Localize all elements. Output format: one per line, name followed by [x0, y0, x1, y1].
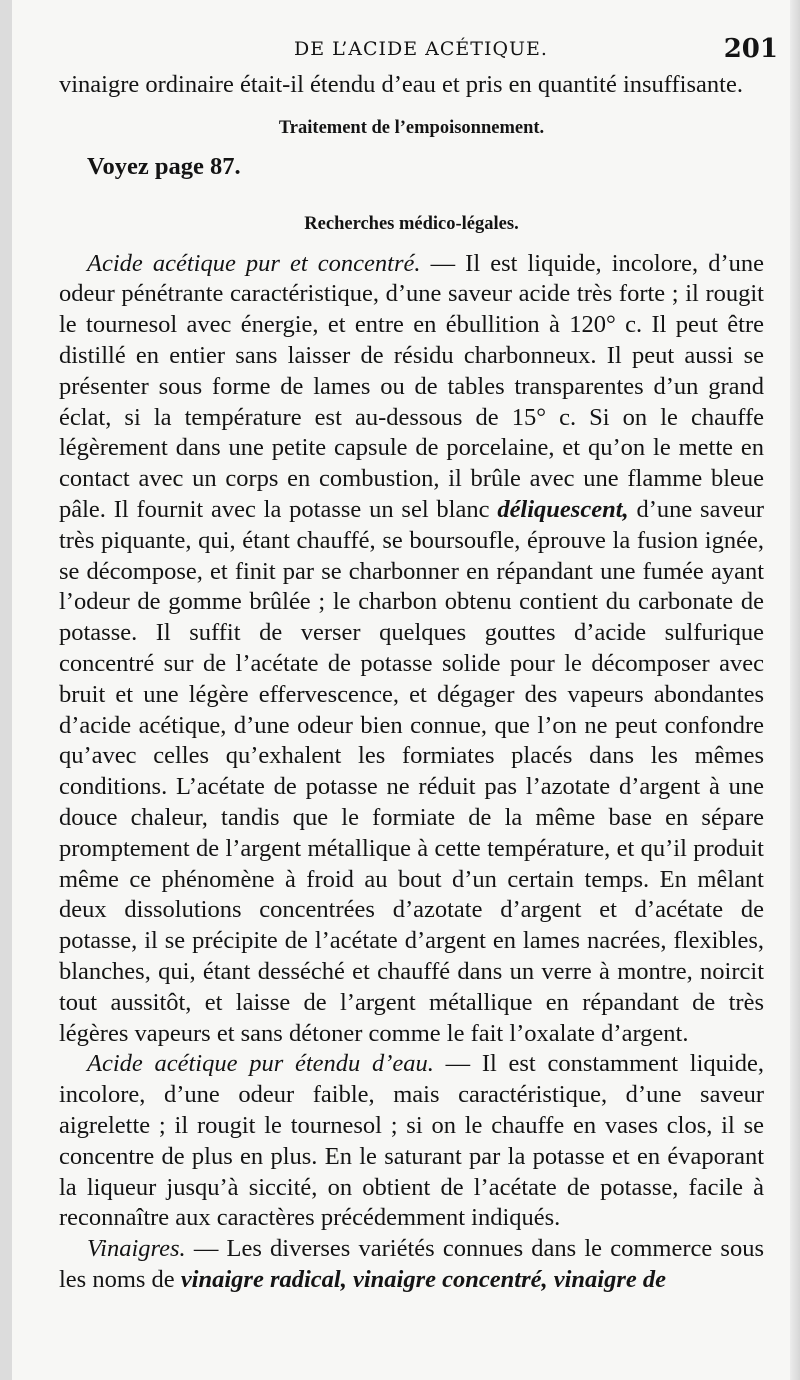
body-text — [59, 70, 764, 1296]
paragraph-text: d’une saveur très piquante, qui, étant chauffé, se boursoufle, éprouve la fusion ignée, se décompose, et finit par se charbonner en répandant une fumée ayant l’odeur de gomme brûlée ; le charbon obtenu contient du carbonate de potasse. Il suffit de verser quelques gouttes d’acide sulfurique concentré sur de l’acétate de potasse solide pour le décomposer avec bruit et une légère effervescence, et dégager des vapeurs abondantes d’acide acétique, d’une odeur bien connue, que l’on ne peut confondre qu’avec celles qu’exhalent les formiates placés dans les mêmes conditions. L’acétate de potasse ne réduit pas l’azotate d’argent à une douce chaleur, tandis que le formiate de la même base en sépare promptement de l’argent métallique à cette température, et qu’il produit même ce phénomène à froid au bout d’un certain temps. En mêlant deux dissolutions concentrées d’azotate d’argent et d’acétate de potasse, il se précipite de l’acétate d’argent en lames nacrées, flexibles, blanches, qui, étant desséché et chauffé dans un verre à montre, noircit tout aussitôt, et laisse de l’argent métallique en répandant de très légères vapeurs et sans détoner comme le fait l’oxalate d’argent. — [59, 495, 764, 1047]
paragraph-term: Acide acétique pur et concentré. — [87, 249, 421, 277]
section-heading-treatment: Traitement de l’empoisonnement. — [278, 117, 545, 138]
paragraph-continuation: vinaigre ordinaire était-il étendu d’eau et pris en quantité insuffisante. — [59, 71, 743, 98]
emphasis-text: vinaigre de — [553, 1265, 667, 1293]
paragraph-vinegars — [59, 1234, 764, 1296]
page-header — [12, 34, 800, 68]
paragraph-diluted-acid — [59, 1049, 764, 1234]
paragraph-concentrated-acid — [59, 249, 764, 1050]
emphasis-text: vinaigre radical, — [180, 1265, 347, 1293]
section-heading-research: Recherches médico-légales. — [304, 213, 519, 234]
cross-reference-text: Voyez page 87. — [87, 152, 241, 180]
paragraph-text: — Il est liquide, incolore, d’une odeur pénétrante caractéristique, d’une saveur acide très forte ; il rougit le tournesol avec énergie, et entre en ébullition à 120° c. Il peut être distillé en entier sans laisser de résidu charbonneux. Il peut aussi se présenter sous forme de lames ou de tables transparentes d’un grand éclat, si la température est au-dessous de 15° c. Si on le chauffe légèrement dans une petite capsule de porcelaine, et qu’on le mette en contact avec un corps en combustion, il brûle avec une flamme bleue pâle. Il fournit avec la potasse un sel blanc — [59, 249, 764, 523]
page-number: 201 — [723, 34, 778, 64]
running-title: DE L’ACIDE ACÉTIQUE. — [294, 38, 548, 60]
page-edge — [790, 0, 800, 1380]
paragraph-term: Acide acétique pur étendu d’eau. — [87, 1050, 434, 1078]
emphasis-text: vinaigre concentré, — [352, 1265, 548, 1293]
emphasis-text: déliquescent, — [497, 495, 629, 523]
paragraph-term: Vinaigres. — [87, 1235, 186, 1263]
paragraph-text: — Les diverses variétés connues dans le commerce sous les noms de — [59, 1235, 764, 1293]
paragraph-text: — Il est constamment liquide, incolore, d’une odeur faible, mais caractéristique, d’une saveur aigrelette ; il rougit le tournesol ; si on le chauffe en vases clos, il se concentre de plus en plus. En le saturant par la potasse et en évaporant la liqueur jusqu’à siccité, on obtient de l’acétate de potasse, facile à reconnaître aux caractères précédemment indiqués. — [59, 1050, 764, 1232]
cross-reference — [59, 152, 764, 183]
